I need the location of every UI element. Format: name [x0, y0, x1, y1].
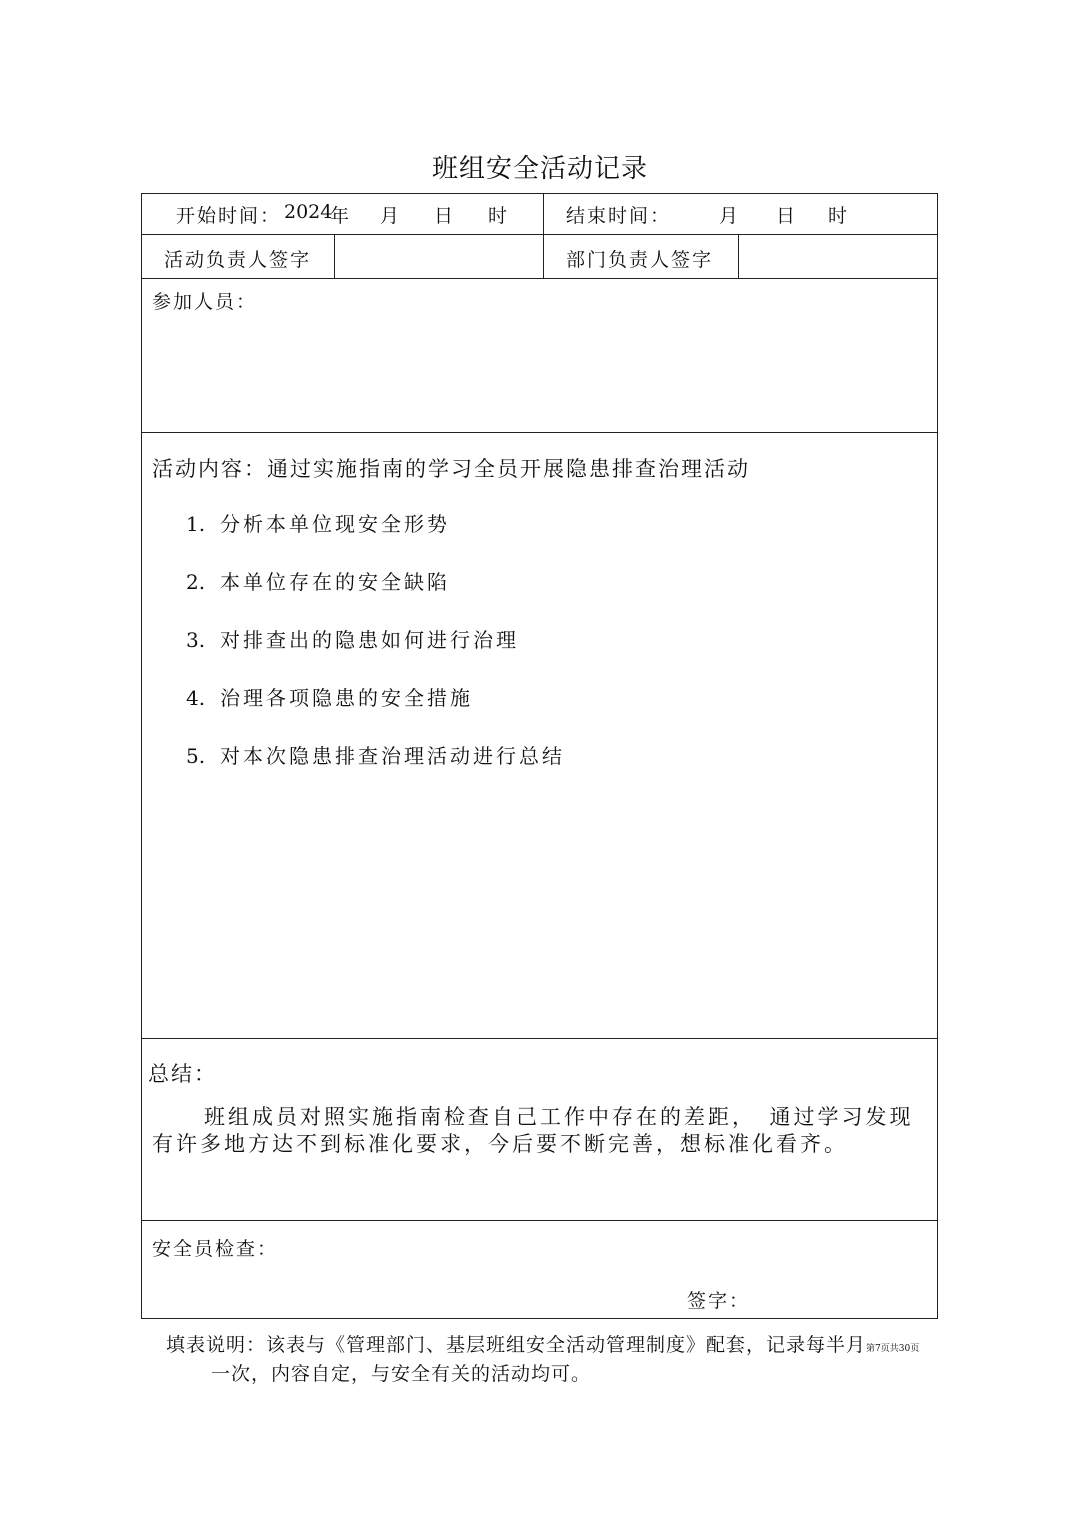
activity-lead-sign-label: 活动负责人签字 — [164, 249, 312, 271]
list-item-text: 治理各项隐患的安全措施 — [220, 686, 473, 710]
safety-check-label: 安全员检查： — [152, 1238, 279, 1260]
participants-label: 参加人员： — [152, 291, 258, 313]
end-day-unit: 日 — [776, 205, 798, 227]
list-item-text: 分析本单位现安全形势 — [220, 512, 450, 536]
form-instructions — [166, 1330, 919, 1357]
list-item-text: 对本次隐患排查治理活动进行总结 — [220, 744, 565, 768]
summary-label: 总结： — [148, 1062, 217, 1086]
month-unit: 月 — [380, 205, 402, 227]
list-item-number: 3. — [186, 628, 206, 652]
instructions-line-2: 一次，内容自定，与安全有关的活动均可。 — [211, 1363, 592, 1385]
start-year: 2024 — [284, 201, 333, 223]
list-item-number: 4. — [186, 686, 206, 710]
list-item-number: 5. — [186, 744, 206, 768]
row-divider — [142, 1220, 937, 1221]
day-unit: 日 — [434, 205, 456, 227]
list-item-number: 2. — [186, 570, 206, 594]
list-item — [186, 624, 519, 653]
page-title: 班组安全活动记录 — [431, 154, 648, 184]
record-form — [141, 193, 938, 1319]
instructions-line-1: 填表说明：该表与《管理部门、基层班组安全活动管理制度》配套，记录每半月 — [166, 1334, 867, 1356]
sign-label: 签字： — [687, 1290, 751, 1312]
hour-unit: 时 — [488, 205, 510, 227]
column-divider — [543, 194, 544, 278]
list-item-text: 对排查出的隐患如何进行治理 — [220, 628, 519, 652]
list-item — [186, 682, 473, 711]
end-time-label: 结束时间： — [566, 205, 672, 227]
row-divider — [142, 234, 937, 235]
column-divider — [738, 234, 739, 278]
list-item — [186, 740, 565, 769]
end-hour-unit: 时 — [828, 205, 850, 227]
list-item — [186, 566, 450, 595]
start-time-label: 开始时间： — [176, 205, 282, 227]
column-divider — [334, 234, 335, 278]
list-item-text: 本单位存在的安全缺陷 — [220, 570, 450, 594]
row-divider — [142, 432, 937, 433]
summary-section — [142, 1038, 937, 1220]
dept-lead-sign-label: 部门负责人签字 — [566, 249, 714, 271]
summary-body: 班组成员对照实施指南检查自己工作中存在的差距， 通过学习发现有许多地方达不到标准化要求，今后要不断完善，想标准化看齐。 — [152, 1105, 914, 1156]
year-unit: 年 — [330, 205, 352, 227]
list-item-number: 1. — [186, 512, 206, 536]
page-number: 第7页共30页 — [866, 1344, 920, 1354]
row-divider — [142, 278, 937, 279]
end-month-unit: 月 — [719, 205, 741, 227]
activity-content-label: 活动内容：通过实施指南的学习全员开展隐患排查治理活动 — [152, 457, 750, 481]
list-item — [186, 508, 450, 537]
